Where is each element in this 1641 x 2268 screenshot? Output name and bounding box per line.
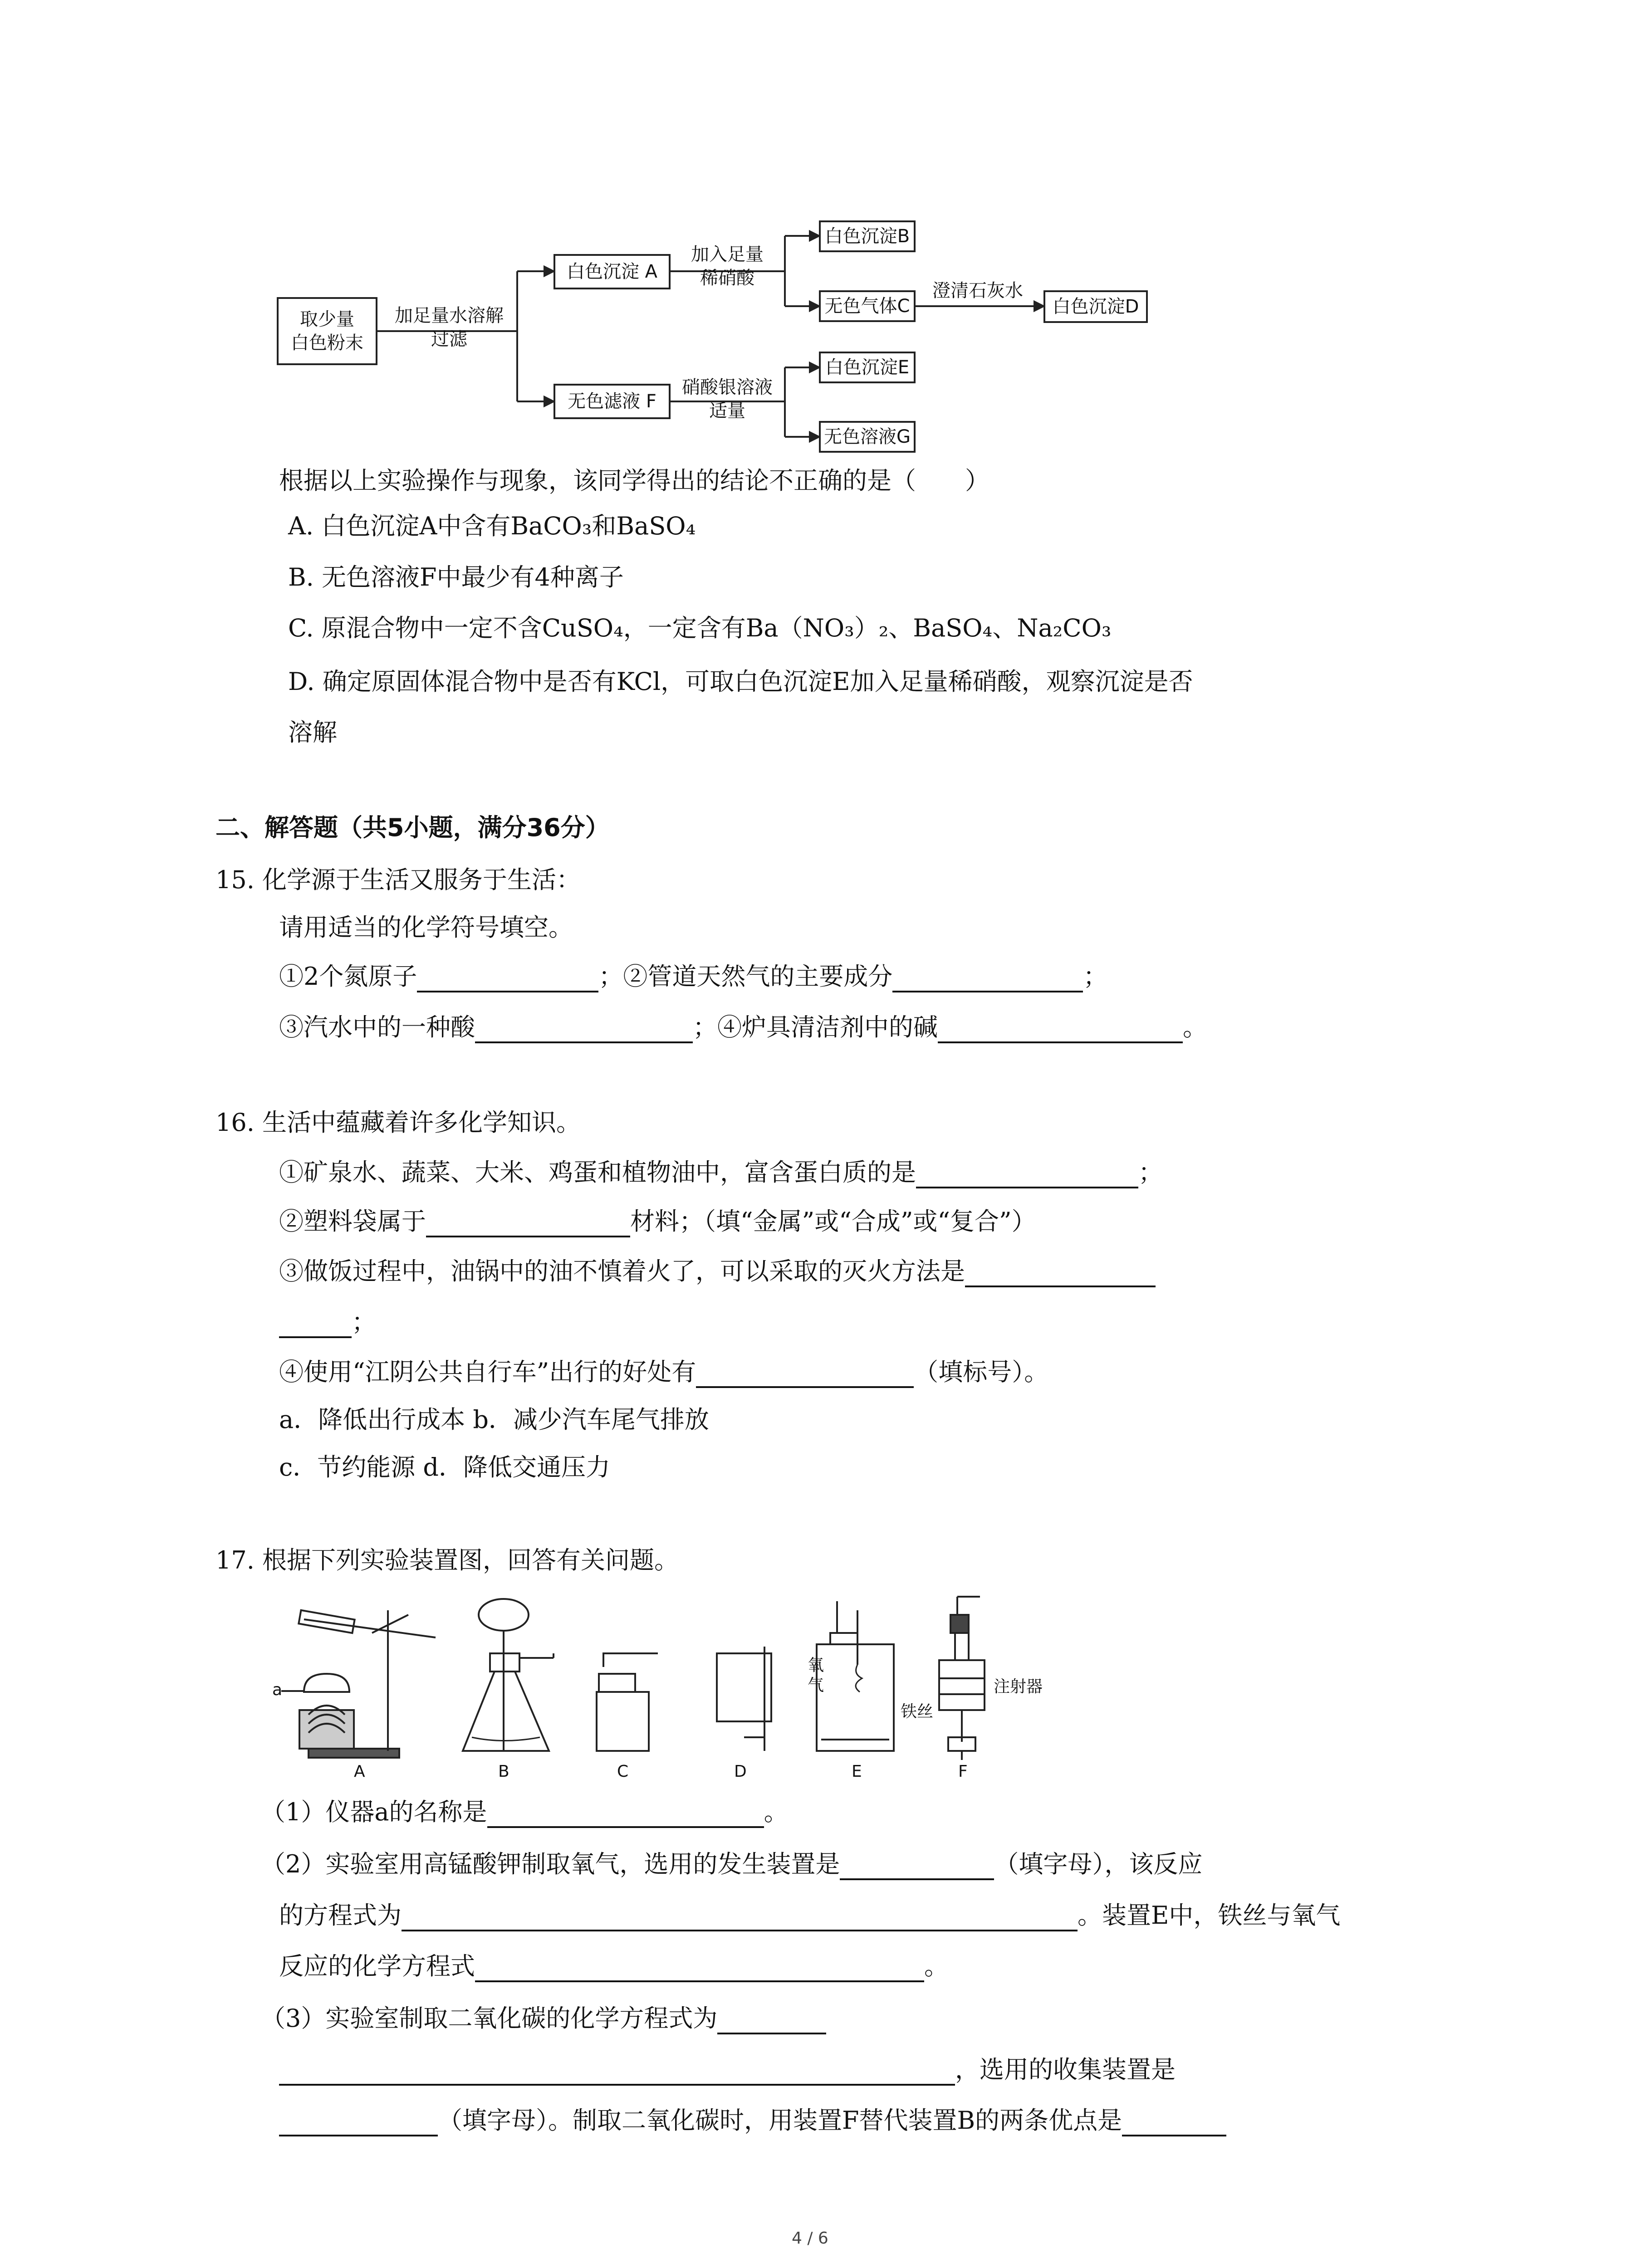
apparatus-label-iron-wire: 铁丝 xyxy=(901,1702,934,1721)
solution-g-box: 无色溶液G xyxy=(819,421,916,453)
q17-blank6[interactable] xyxy=(279,2108,438,2136)
step4-line2: 适量 xyxy=(709,401,745,421)
q16-blank3-continued[interactable] xyxy=(279,1310,352,1338)
q15-blank4[interactable] xyxy=(938,1015,1183,1043)
q17-part1 xyxy=(261,1796,789,1828)
apparatus-letter: F xyxy=(958,1762,968,1781)
q16-line3 xyxy=(279,1256,1156,1287)
q15-blank3[interactable] xyxy=(475,1015,693,1043)
q17-title: 17. 根据下列实验装置图，回答有关问题。 xyxy=(216,1546,679,1574)
q17-blank4[interactable] xyxy=(475,1954,924,1982)
q15-subtitle: 请用适当的化学符号填空。 xyxy=(279,913,573,942)
q16-item2-suffix: 材料；（填“金属”或“合成”或“复合”） xyxy=(630,1207,1036,1236)
step2-line1: 加入足量 xyxy=(691,244,764,265)
q17-part3-line2 xyxy=(279,2054,1176,2086)
q17-part2-suffix: （填字母），该反应 xyxy=(994,1850,1203,1878)
start-box: 取少量 白色粉末 xyxy=(277,297,377,365)
step1-line1: 加足量水溶解 xyxy=(395,305,504,326)
q14-option-b: B. 无色溶液F中最少有4种离子 xyxy=(288,563,624,591)
apparatus-letter: C xyxy=(617,1762,629,1781)
step2-line2: 稀硝酸 xyxy=(700,268,754,288)
apparatus-a-base xyxy=(309,1749,399,1758)
q16-option-line1: a．降低出行成本 b．减少汽车尾气排放 xyxy=(279,1405,709,1434)
q17-blank5-continued[interactable] xyxy=(279,2058,955,2086)
q17-part2-line1 xyxy=(261,1848,1202,1880)
q16-line1 xyxy=(279,1157,1163,1188)
q14-option-c: C. 原混合物中一定不含CuSO₄，一定含有Ba（NO₃）₂、BaSO₄、Na₂CO₃ xyxy=(288,614,1112,642)
q17-part2-line2 xyxy=(279,1900,1340,1931)
q14-option-d-line1: D. 确定原固体混合物中是否有KCl，可取白色沉淀E加入足量稀硝酸，观察沉淀是否 xyxy=(288,667,1193,696)
q17-part2-iron-label: 反应的化学方程式 xyxy=(279,1952,475,1980)
q17-part1-label: （1）仪器a的名称是 xyxy=(261,1798,487,1826)
step4-line1: 硝酸银溶液 xyxy=(682,377,773,398)
q15-item4-label: ；④炉具清洁剂中的碱 xyxy=(693,1013,938,1041)
precipitate-b-box: 白色沉淀B xyxy=(819,220,916,252)
q16-title: 16. 生活中蕴藏着许多化学知识。 xyxy=(216,1108,581,1137)
q17-part3-line3 xyxy=(279,2105,1226,2136)
q17-part3-collect-label: ，选用的收集装置是 xyxy=(955,2055,1176,2084)
q17-blank2[interactable] xyxy=(840,1852,994,1880)
q17-part3-line1 xyxy=(261,2003,826,2034)
q16-line5 xyxy=(279,1356,1048,1388)
q16-line1-end: ； xyxy=(1138,1158,1163,1187)
q14-stem: 根据以上实验操作与现象，该同学得出的结论不正确的是（ ） xyxy=(279,466,989,495)
apparatus-letter: B xyxy=(498,1762,509,1781)
q15-line1-end: ； xyxy=(1083,962,1108,991)
q16-line2 xyxy=(279,1206,1036,1237)
q15-line2 xyxy=(279,1012,1207,1043)
q16-blank2[interactable] xyxy=(426,1209,630,1237)
q15-item3-label: ③汽水中的一种酸 xyxy=(279,1013,475,1041)
precipitate-d-box: 白色沉淀D xyxy=(1043,290,1148,323)
gas-c-box: 无色气体C xyxy=(819,290,916,322)
precipitate-a-box: 白色沉淀 A xyxy=(554,254,671,289)
step3-label: 澄清石灰水 xyxy=(932,280,1023,301)
q17-part2-e-text: 。装置E中，铁丝与氧气 xyxy=(1078,1901,1341,1930)
q15-blank2[interactable] xyxy=(892,964,1083,992)
q15-item1-label: ①2个氮原子 xyxy=(279,962,417,991)
q17-blank1[interactable] xyxy=(487,1800,764,1828)
q17-blank7[interactable] xyxy=(1122,2108,1226,2136)
step2-label xyxy=(671,243,784,290)
q14-option-a: A. 白色沉淀A中含有BaCO₃和BaSO₄ xyxy=(288,512,696,540)
q15-title: 15. 化学源于生活又服务于生活： xyxy=(216,865,581,894)
apparatus-letter: D xyxy=(734,1762,747,1781)
precipitate-e-box: 白色沉淀E xyxy=(819,352,916,383)
q17-part2-equation-label: 的方程式为 xyxy=(279,1901,402,1930)
q15-blank1[interactable] xyxy=(417,964,598,992)
apparatus-letter: E xyxy=(852,1762,862,1781)
q17-part3-advantage-label: （填字母）。制取二氧化碳时，用装置F替代装置B的两条优点是 xyxy=(438,2106,1122,2135)
q17-blank3[interactable] xyxy=(402,1903,1078,1931)
q16-line4 xyxy=(279,1306,376,1338)
q15-line2-end: 。 xyxy=(1183,1013,1207,1041)
q15-item2-label: ；②管道天然气的主要成分 xyxy=(598,962,893,991)
step4-label xyxy=(671,376,784,423)
q16-line4-end: ； xyxy=(352,1308,376,1336)
apparatus-label-a-instrument: a xyxy=(272,1681,283,1699)
q16-blank4[interactable] xyxy=(696,1360,914,1388)
apparatus-letter: A xyxy=(354,1762,365,1781)
apparatus-label-syringe: 注射器 xyxy=(994,1677,1043,1696)
q16-item2-label: ②塑料袋属于 xyxy=(279,1207,426,1236)
filtrate-f-box: 无色滤液 F xyxy=(554,384,671,419)
step1-label xyxy=(381,304,517,351)
q17-part2-end: 。 xyxy=(924,1952,949,1980)
q17-part1-end: 。 xyxy=(764,1798,789,1826)
page-number: 4 / 6 xyxy=(792,2229,828,2248)
apparatus-label-oxygen: 氧 气 xyxy=(808,1656,824,1695)
section-heading: 二、解答题（共5小题，满分36分） xyxy=(216,813,610,842)
q17-part3-label: （3）实验室制取二氧化碳的化学方程式为 xyxy=(261,2004,718,2033)
q17-blank5[interactable] xyxy=(717,2006,826,2034)
q16-item4-label: ④使用“江阴公共自行车”出行的好处有 xyxy=(279,1358,696,1386)
q16-item4-suffix: （填标号）。 xyxy=(914,1358,1049,1386)
q17-part2-line3 xyxy=(279,1950,949,1982)
q16-option-line2: c．节约能源 d．降低交通压力 xyxy=(279,1453,610,1481)
apparatus-figure xyxy=(272,1588,1089,1787)
q16-item3-label: ③做饭过程中，油锅中的油不慎着火了，可以采取的灭火方法是 xyxy=(279,1257,965,1286)
q14-option-d-line2: 溶解 xyxy=(288,718,337,747)
q17-part2-label: （2）实验室用高锰酸钾制取氧气，选用的发生装置是 xyxy=(261,1850,840,1878)
step1-line2: 过滤 xyxy=(431,329,467,350)
q15-line1 xyxy=(279,961,1107,992)
q16-blank1[interactable] xyxy=(916,1160,1138,1188)
q16-blank3[interactable] xyxy=(965,1259,1156,1287)
q16-item1-label: ①矿泉水、蔬菜、大米、鸡蛋和植物油中，富含蛋白质的是 xyxy=(279,1158,916,1187)
